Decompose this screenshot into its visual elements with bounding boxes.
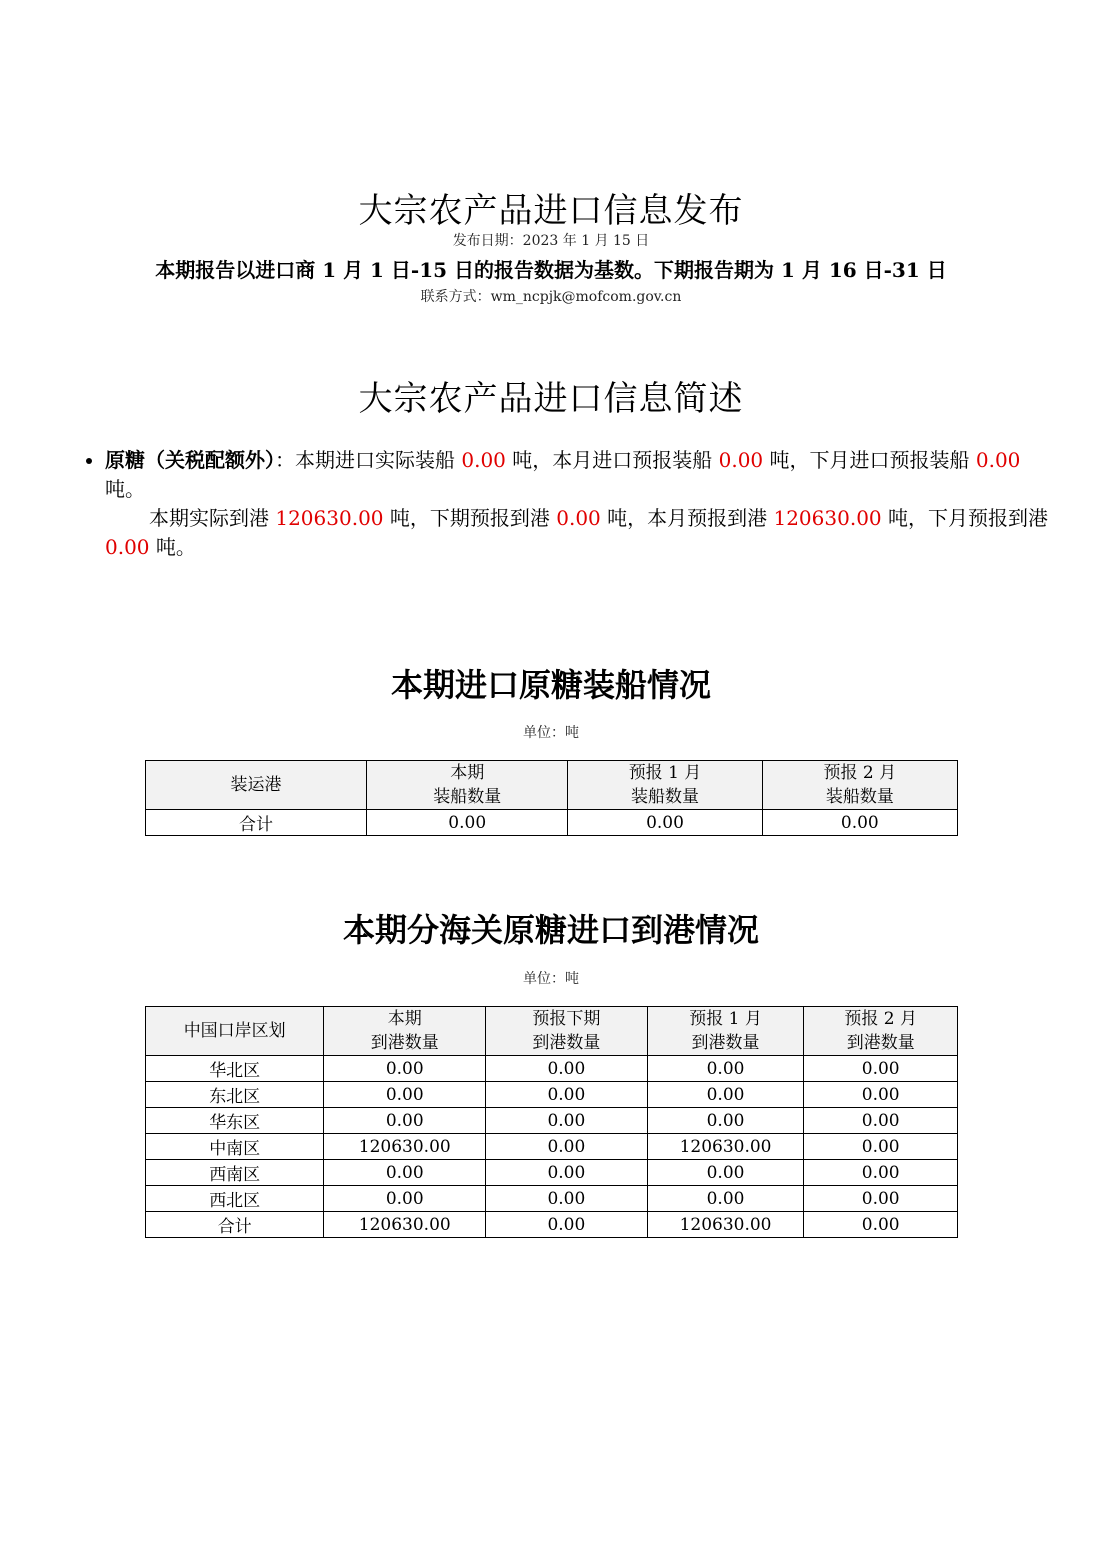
contact-info: 联系方式：wm_ncpjk@mofcom.gov.cn [420, 289, 682, 305]
col-header: 预报 1 月 到港数量 [647, 1007, 804, 1056]
period-note: 本期报告以进口商 1 月 1 日-15 日的报告数据为基数。下期报告期为 1 月 16 日-31 日 [155, 258, 947, 282]
col-header: 预报 2 月 装船数量 [762, 761, 957, 810]
shipping-title: 本期进口原糖装船情况 [390, 666, 711, 704]
arrival-unit: 单位：吨 [523, 971, 579, 987]
table-row: 合计 120630.00 0.00 120630.00 0.00 [146, 1212, 958, 1238]
table-row: 合计 0.00 0.00 0.00 [146, 810, 958, 836]
shipped-this-month: 0.00 [718, 448, 764, 472]
summary-item: • 原糖（关税配额外）：本期进口实际装船 0.00 吨，本月进口预报装船 0.00 吨，下月进口预报装船 0.00 吨。 本期实际到港 120630.00 吨，下期预报到港 0.00 吨，本月预报到港 120630.00 吨，下月预报到港 0.00 吨。 [105, 446, 1065, 562]
shipping-table [145, 760, 958, 836]
table-header-row [146, 1007, 958, 1056]
col-header: 预报 1 月 装船数量 [568, 761, 762, 810]
arrived-actual: 120630.00 [275, 506, 384, 530]
table-row: 华北区 0.00 0.00 0.00 0.00 [146, 1056, 958, 1082]
table-row: 西北区 0.00 0.00 0.00 0.00 [146, 1186, 958, 1212]
table-header-row [146, 761, 958, 810]
col-header: 本期 装船数量 [367, 761, 568, 810]
summary-title: 大宗农产品进口信息简述 [358, 379, 744, 419]
col-header: 装运港 [146, 761, 367, 810]
arrival-this-month: 120630.00 [773, 506, 882, 530]
shipping-unit: 单位：吨 [523, 725, 579, 741]
table-row: 中南区 120630.00 0.00 120630.00 0.00 [146, 1134, 958, 1160]
item-label: 原糖（关税配额外） [105, 448, 275, 472]
shipped-next-month: 0.00 [975, 448, 1021, 472]
arrival-next-period: 0.00 [556, 506, 601, 530]
arrival-table [145, 1006, 958, 1238]
arrival-title: 本期分海关原糖进口到港情况 [342, 911, 759, 949]
table-row: 东北区 0.00 0.00 0.00 0.00 [146, 1082, 958, 1108]
col-header: 预报 2 月 到港数量 [804, 1007, 958, 1056]
publish-date: 发布日期：2023 年 1 月 15 日 [452, 233, 650, 249]
summary-section [70, 446, 1065, 562]
page-title: 大宗农产品进口信息发布 [358, 191, 744, 231]
arrival-next-month: 0.00 [105, 535, 150, 559]
table-row: 华东区 0.00 0.00 0.00 0.00 [146, 1108, 958, 1134]
col-header: 中国口岸区划 [146, 1007, 324, 1056]
shipped-actual: 0.00 [461, 448, 506, 472]
table-row: 西南区 0.00 0.00 0.00 0.00 [146, 1160, 958, 1186]
arrival-summary: 本期实际到港 120630.00 吨，下期预报到港 0.00 吨，本月预报到港 120630.00 吨，下月预报到港 0.00 吨。 [105, 506, 1048, 559]
col-header: 预报下期 到港数量 [486, 1007, 648, 1056]
col-header: 本期 到港数量 [324, 1007, 486, 1056]
